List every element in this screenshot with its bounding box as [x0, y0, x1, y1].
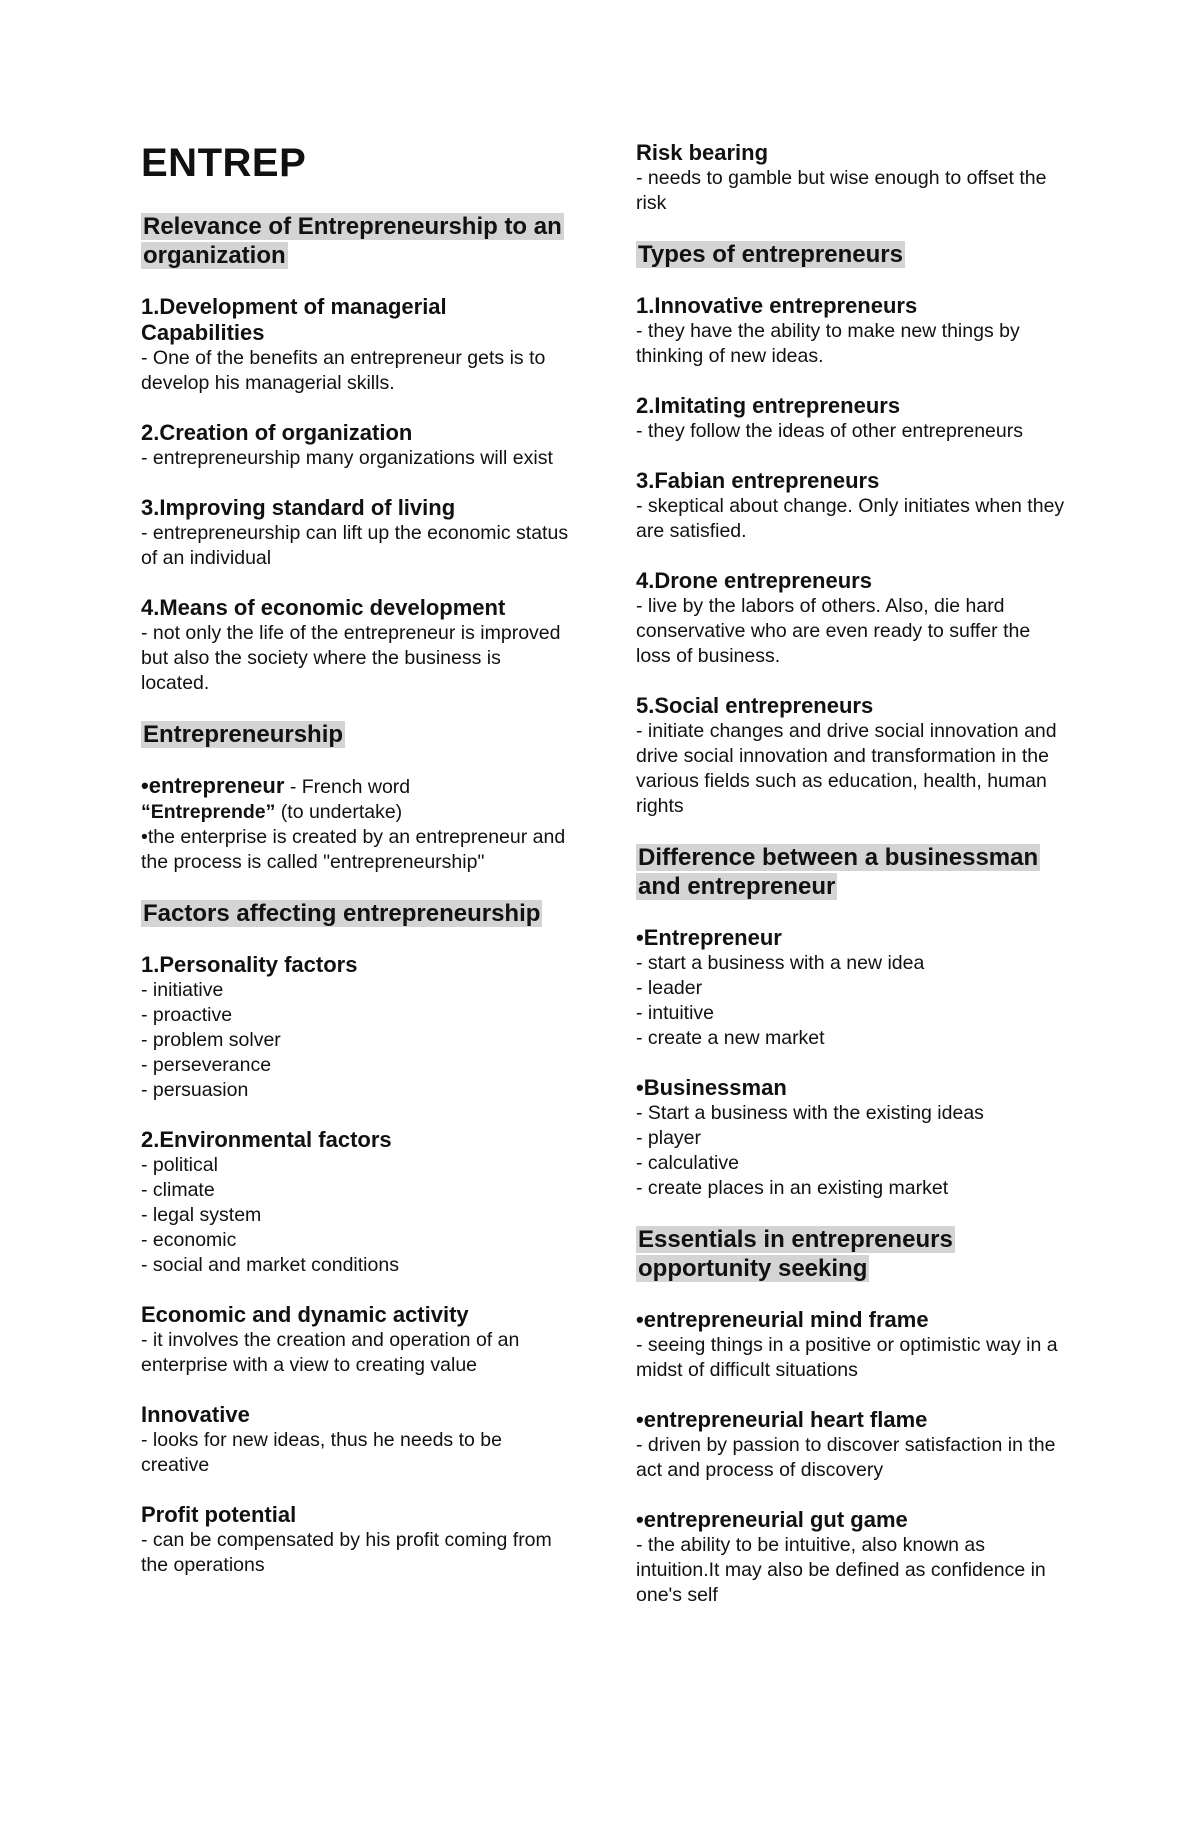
item-line: - social and market conditions: [141, 1254, 399, 1276]
list-item: [636, 1407, 1066, 1483]
item-title: 4.Means of economic development: [141, 595, 506, 620]
item-line: - initiative: [141, 979, 224, 1001]
item-line: - it involves the creation and operation of an enterprise with a view to creating value: [141, 1329, 520, 1376]
list-item: [141, 420, 571, 471]
item-line: - start a business with a new idea: [636, 952, 925, 974]
document-title: ENTREP: [141, 141, 307, 185]
item-line: - entrepreneurship can lift up the economic status of an individual: [141, 522, 569, 569]
list-item: [636, 1075, 1066, 1201]
item-line: - player: [636, 1127, 702, 1149]
section-heading-difference: Difference between a businessman and entrepreneur: [638, 844, 1039, 900]
item-title: 1.Development of managerial Capabilities: [141, 294, 447, 345]
list-item: [141, 495, 571, 571]
term-entrepreneur: •entrepreneur: [141, 773, 285, 798]
item-line: - live by the labors of others. Also, die hard conservative who are even ready to suffer the loss of business.: [636, 595, 1031, 667]
right-column: [636, 140, 1066, 1632]
item-line: - they follow the ideas of other entrepreneurs: [636, 420, 1023, 442]
item-line: - intuitive: [636, 1002, 715, 1024]
item-title: 3.Improving standard of living: [141, 495, 456, 520]
item-line: - Start a business with the existing ideas: [636, 1102, 984, 1124]
item-line: - leader: [636, 977, 703, 999]
term-definition: - French word: [284, 776, 411, 798]
list-item: [636, 1307, 1066, 1383]
list-item: [141, 1302, 571, 1378]
list-item: [636, 468, 1066, 544]
item-line: - create places in an existing market: [636, 1177, 949, 1199]
item-title: 2.Environmental factors: [141, 1127, 392, 1152]
section-heading-essentials: Essentials in entrepreneurs opportunity seeking: [638, 1226, 953, 1282]
item-line: - legal system: [141, 1204, 262, 1226]
list-item: [141, 1502, 571, 1578]
list-item: [636, 393, 1066, 444]
difference-list: [636, 925, 1066, 1201]
item-line: - seeing things in a positive or optimistic way in a midst of difficult situations: [636, 1334, 1058, 1381]
section-heading-factors: Factors affecting entrepreneurship: [143, 900, 541, 927]
item-title: 2.Imitating entrepreneurs: [636, 393, 901, 418]
list-item: [141, 294, 571, 396]
list-item: [636, 693, 1066, 819]
list-item: [141, 595, 571, 696]
entrepreneurship-definition: [141, 773, 571, 875]
item-line: - calculative: [636, 1152, 739, 1174]
item-line: - persuasion: [141, 1079, 249, 1101]
section-heading-entrepreneurship: Entrepreneurship: [143, 721, 344, 748]
item-line: - entrepreneurship many organizations will exist: [141, 447, 553, 469]
list-item: [636, 568, 1066, 669]
item-title: •entrepreneurial mind frame: [636, 1307, 929, 1332]
item-title: •Businessman: [636, 1075, 787, 1100]
origin-word: “Entreprende”: [141, 801, 276, 823]
item-line: - not only the life of the entrepreneur is improved but also the society where the business is located.: [141, 622, 561, 694]
definition-line-3: •the enterprise is created by an entrepreneur and the process is called "entrepreneurship": [141, 826, 566, 873]
list-item: [636, 1507, 1066, 1608]
list-item: [141, 952, 571, 1103]
list-item: [141, 1402, 571, 1478]
item-title: 1.Innovative entrepreneurs: [636, 293, 918, 318]
item-title: 3.Fabian entrepreneurs: [636, 468, 880, 493]
item-line: - skeptical about change. Only initiates when they are satisfied.: [636, 495, 1065, 542]
item-title: 4.Drone entrepreneurs: [636, 568, 872, 593]
essentials-list: [636, 1307, 1066, 1608]
item-line: - problem solver: [141, 1029, 281, 1051]
item-title: Innovative: [141, 1402, 250, 1427]
section-heading-types: Types of entrepreneurs: [638, 241, 903, 268]
list-item: [636, 925, 1066, 1051]
risk-bearing-block: [636, 140, 1066, 216]
definition-line-2: [141, 800, 571, 825]
factors-list: [141, 952, 571, 1578]
item-line: - proactive: [141, 1004, 233, 1026]
left-column: [141, 140, 571, 1602]
item-line: - they have the ability to make new things by thinking of new ideas.: [636, 320, 1020, 367]
item-line: - economic: [141, 1229, 237, 1251]
list-item: [636, 293, 1066, 369]
item-title: •Entrepreneur: [636, 925, 782, 950]
item-line: - looks for new ideas, thus he needs to be creative: [141, 1429, 502, 1476]
item-title: •entrepreneurial heart flame: [636, 1407, 928, 1432]
list-item: [141, 1127, 571, 1278]
item-line: - needs to gamble but wise enough to offset the risk: [636, 167, 1047, 214]
item-title: 5.Social entrepreneurs: [636, 693, 874, 718]
item-line: - the ability to be intuitive, also known as intuition.It may also be defined as confidence in one's self: [636, 1534, 1046, 1606]
item-title: •entrepreneurial gut game: [636, 1507, 908, 1532]
types-list: [636, 293, 1066, 819]
item-title: 2.Creation of organization: [141, 420, 413, 445]
item-line: - driven by passion to discover satisfaction in the act and process of discovery: [636, 1434, 1056, 1481]
item-line: - can be compensated by his profit coming from the operations: [141, 1529, 552, 1576]
section-heading-relevance: Relevance of Entrepreneurship to an organization: [143, 213, 562, 269]
definition-line-1: [141, 773, 571, 800]
item-title: Economic and dynamic activity: [141, 1302, 469, 1327]
origin-meaning: (to undertake): [275, 801, 403, 823]
item-line: - create a new market: [636, 1027, 825, 1049]
item-line: - perseverance: [141, 1054, 272, 1076]
item-line: - climate: [141, 1179, 215, 1201]
item-line: - One of the benefits an entrepreneur gets is to develop his managerial skills.: [141, 347, 546, 394]
relevance-list: [141, 294, 571, 696]
item-title: Profit potential: [141, 1502, 297, 1527]
item-line: - initiate changes and drive social innovation and drive social innovation and transformation in the various fields such as education, health, human rights: [636, 720, 1057, 817]
item-title: Risk bearing: [636, 140, 769, 165]
item-title: 1.Personality factors: [141, 952, 358, 977]
item-line: - political: [141, 1154, 218, 1176]
